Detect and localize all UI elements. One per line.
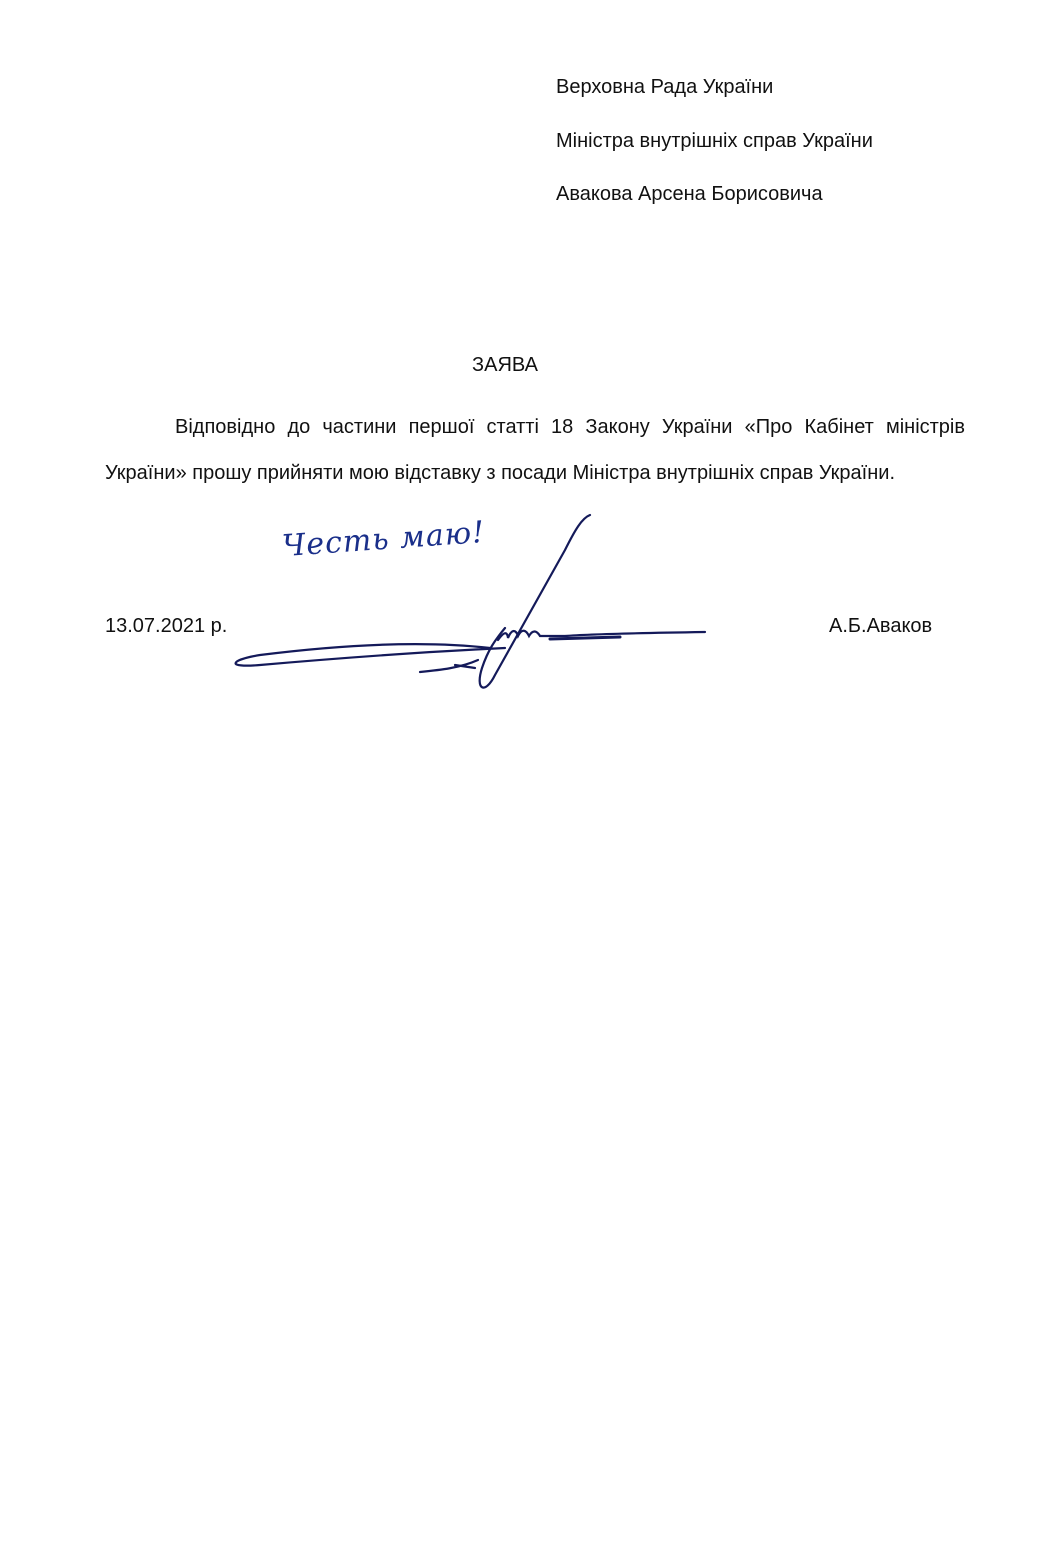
date: 13.07.2021 р. (105, 615, 228, 637)
document-title: ЗАЯВА (472, 354, 538, 376)
handwritten-note: Честь маю! (281, 514, 487, 565)
addressee-line-3: Авакова Арсена Борисовича (556, 183, 823, 205)
statement-body: Відповідно до частини першої статті 18 Закону України «Про Кабінет міністрів України» прошу прийняти мою відставку з посади Міністра внутрішніх справ України. (105, 416, 965, 484)
signatory-name: А.Б.Аваков (829, 615, 933, 637)
signature (220, 500, 720, 700)
addressee-line-1: Верховна Рада України (556, 76, 774, 98)
addressee-line-2: Міністра внутрішніх справ України (556, 130, 873, 152)
